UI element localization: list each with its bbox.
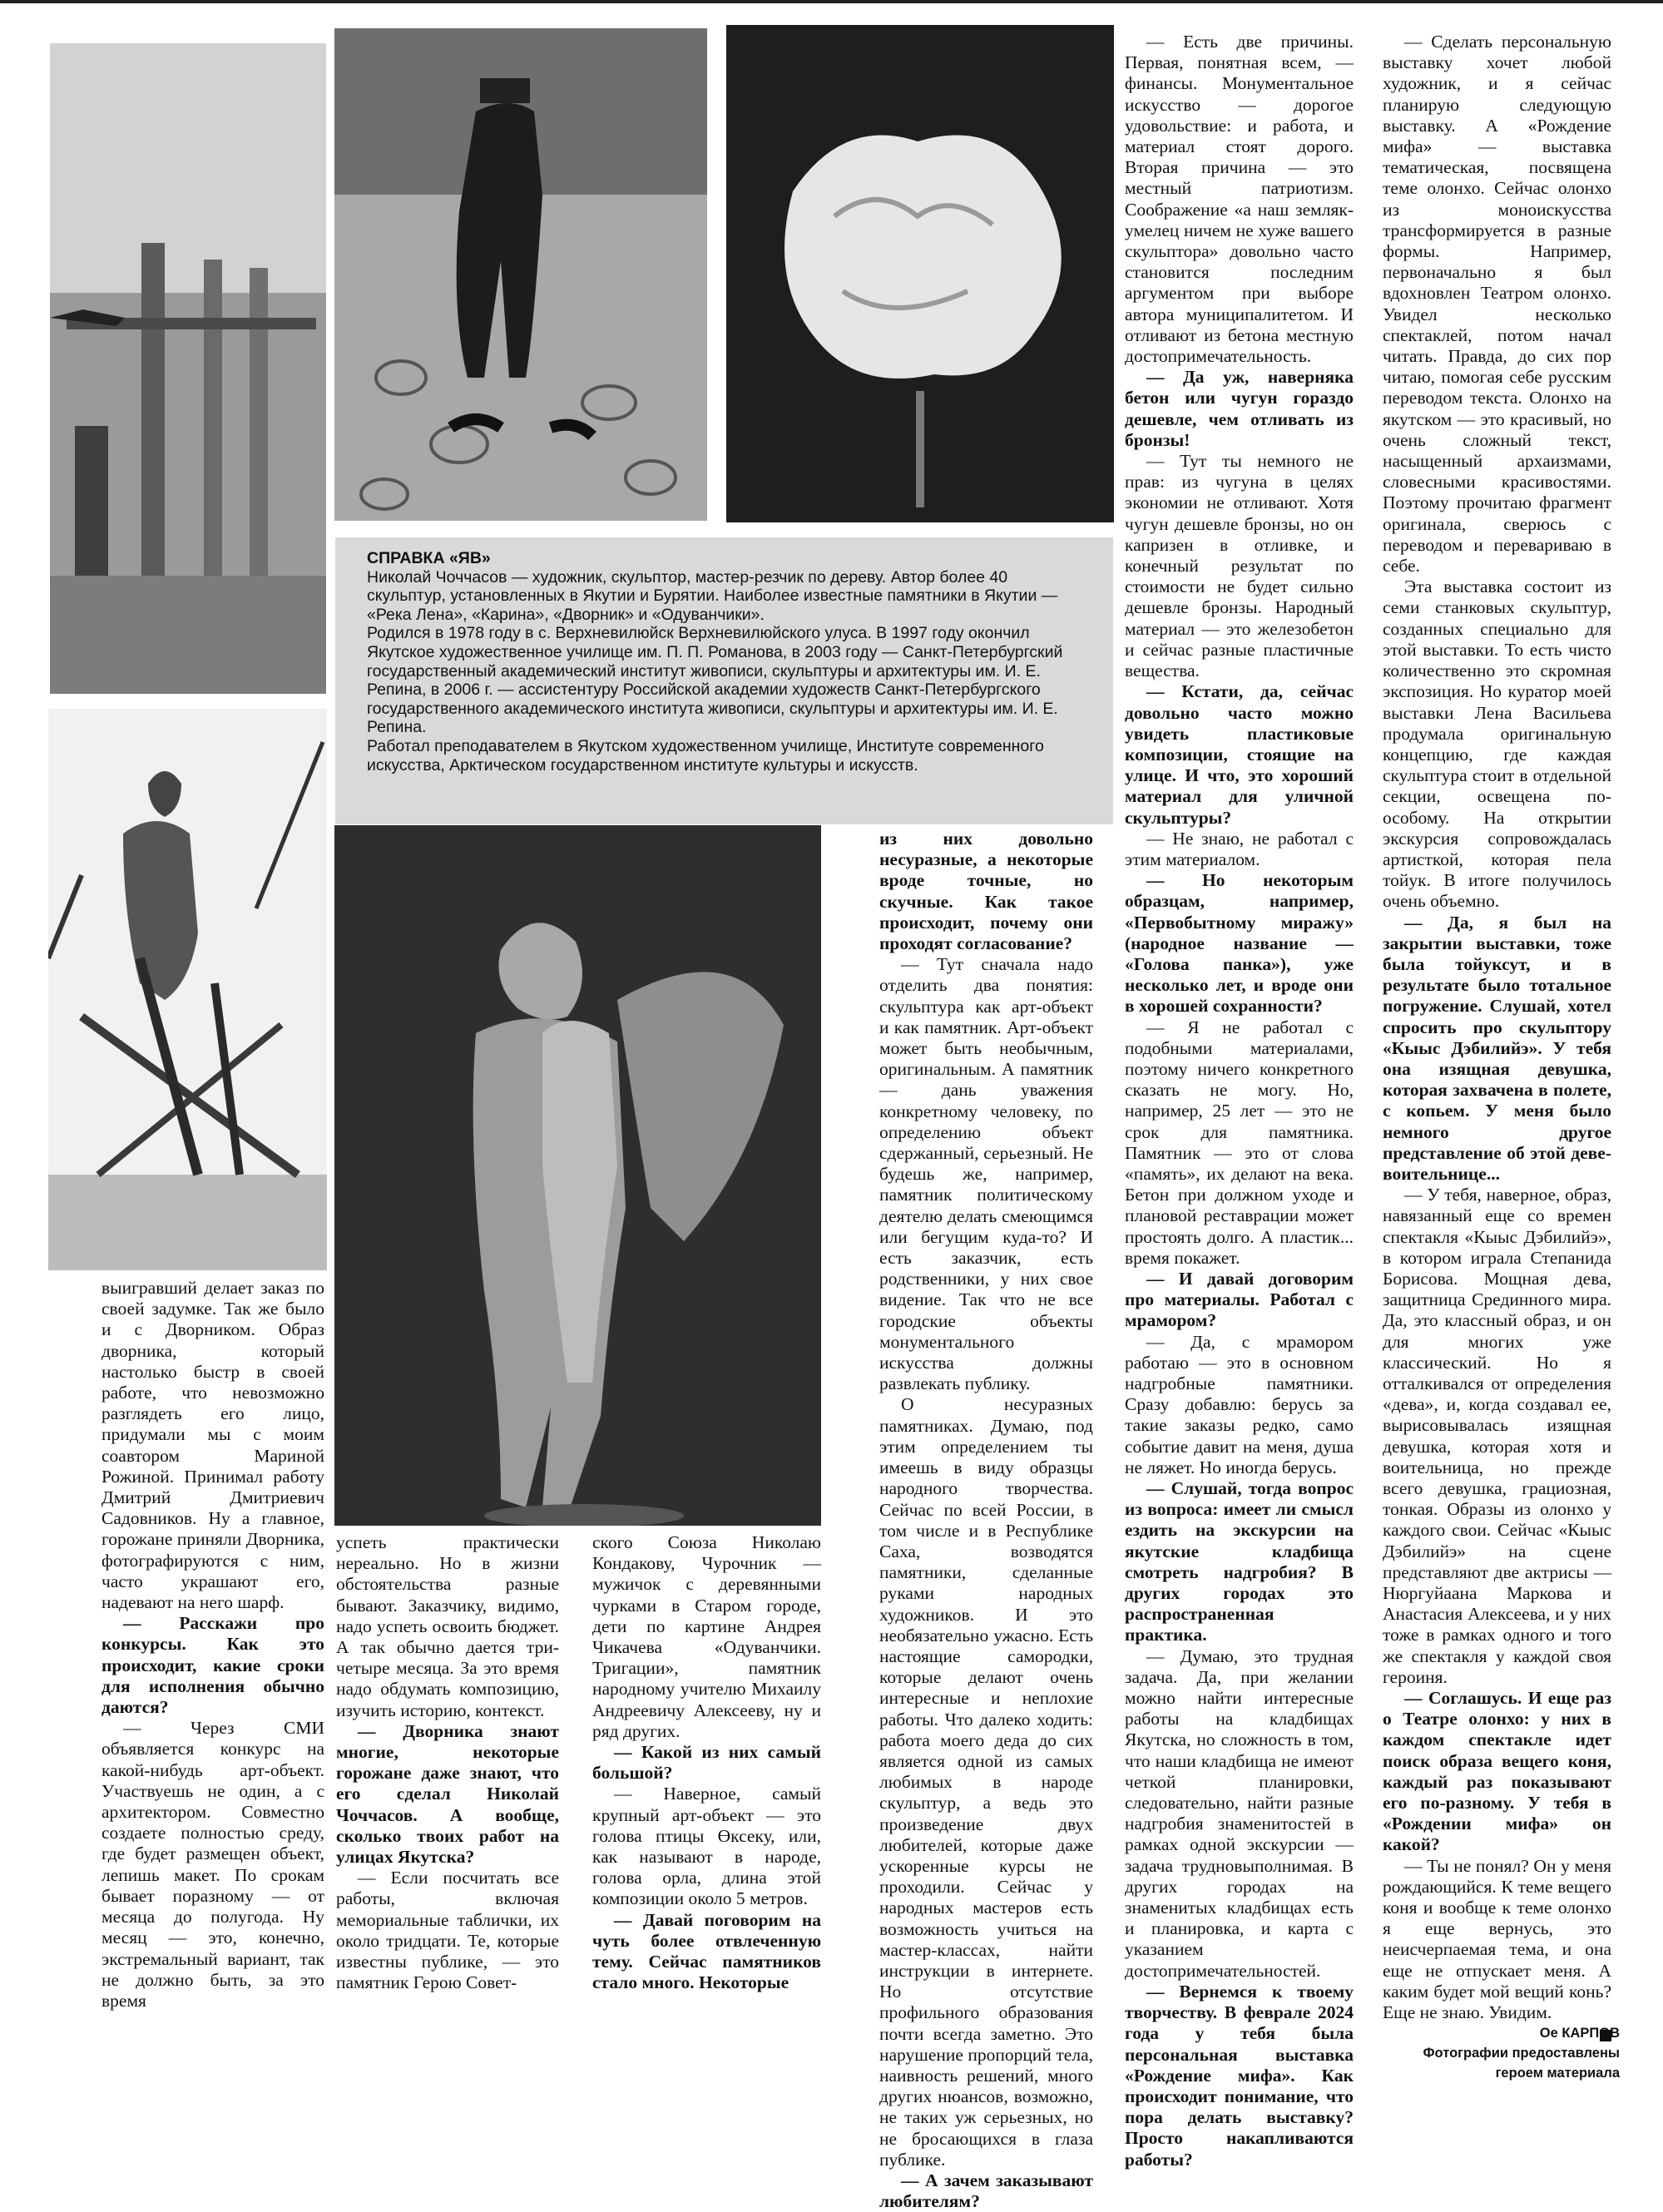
article-paragraph: — Сделать персональную выставку хочет любой художник, и я сейчас планирую следующую выставку. А «Рождение мифа» — выставка тематическая, посвящена теме олонхо. Сейчас олонхо из моноискусства трансформируется в разные формы. Например, первоначально я был вдохновлен Театром олонхо. Увидел несколько спектаклей, потом начал читать. Правда, до сих пор читаю, помогая себе русским переводом текста. Олонхо на якутском — это красивый, но очень сложный текст, насыщенный архаизмами, словесными красивостями. Поэтому прочитаю фрагмент оригинала, сверюсь с переводом и перевариваю в себе. [1383, 32, 1611, 577]
top-rule [0, 0, 1663, 3]
article-paragraph: — Через СМИ объявляется конкурс на какой-нибудь арт-объект. Участвуешь не один, а с архитектором. Совместно создаете полностью среду, где будет размещен объект, лепишь макет. По срокам бывает поразному — от месяца до полугода. Ну месяц — это, конечно, экстремальный вариант, так не должно быть, за это время [101, 1718, 324, 2011]
info-box-title: СПРАВКА «ЯВ» [367, 549, 491, 567]
interview-question: — Слушай, тогда вопрос из вопроса: имеет ли смысл ездить на экскурсии на якутские кладбища смотреть надгробия? В других городах это распространенная практика. [1125, 1478, 1354, 1645]
article-paragraph: — Да, с мрамором работаю — это в основном надгробные памятники. Сразу добавлю: берусь за такие заказы редко, само событие давит на меня, душа не ляжет. Но иногда берусь. [1125, 1331, 1354, 1477]
article-paragraph: выигравший делает заказ по своей задумке. Так же было и с Дворником. Образ дворника, который настолько быстр в своей работе, что невозможно разглядеть его лицо, придумали мы с моим соавтором Мариной Рожиной. Принимал работу Дмитрий Дмитриевич Садовников. Ну а главное, горожане приняли Дворника, фотографируются с ним, часто украшают его, надевают на него шарф. [101, 1278, 324, 1613]
byline [1423, 2023, 1620, 2083]
article-paragraph: успеть практически нереально. Но в жизни обстоятельства разные бывают. Заказчику, видимо, надо успеть освоить бюджет. А так обычно дается три-четыре месяца. За это время надо обдумать композицию, изучить историю, контекст. [336, 1532, 559, 1720]
interview-question: — А зачем заказывают любителям? [879, 2170, 1093, 2212]
article-column-2 [336, 1532, 559, 1993]
article-paragraph: — Тут ты немного не прав: из чугуна в целях экономии не отливают. Хотя чугун дешевле бронзы, но он капризен в отливке, и конечный результат по стоимости не будет сильно дешевле бронзы. Народный материал — это железобетон и сейчас разные пластичные вещества. [1125, 451, 1354, 681]
photo-installation [50, 43, 326, 694]
info-box-education: Родился в 1978 году в с. Верхневилюйск Верхневилюйского улуса. В 1997 году окончил Якутское художественное училище им. П. П. Романова, в 2003 году — Санкт-Петербургский государственный академический институт живописи, скульптуры и архитектуры им. И. Е. Репина, в 2006 г. — ассистентуру Российской академии художеств Санкт-Петербургского государственного академического института живописи, скульптуры и архитектуры им. И. Е. Репина. [367, 624, 1063, 737]
photo-dvornik-statue [334, 28, 707, 521]
article-paragraph: — Наверное, самый крупный арт-объект — это голова птицы Өксеку, или, как называют в народе, голова орла, длина этой композиции около 5 метров. [592, 1784, 821, 1909]
article-paragraph: — Если посчитать все работы, включая мемориальные таблички, их около тридцати. Те, которые известны публике, — это памятник Герою Совет- [336, 1868, 559, 1993]
article-paragraph: Эта выставка состоит из семи станковых скульптур, созданных специально для этой выставки. То есть чисто количественно это скромная экспозиция. Но куратор моей выставки Лена Васильева продумала оригинальную концепцию, где каждая скульптура стоит в отдельной секции, освещена по-особому. На открытии экскурсия сопровождалась артисткой, которая пела тойук. В итоге получилось очень объемно. [1383, 577, 1611, 912]
article-paragraph: О несуразных памятниках. Думаю, под этим определением ты имеешь в виду образцы народного творчества. Сейчас по всей России, в том числе и в Республике Саха, возводятся памятники, сделанные руками народных художников. И это необязательно ужасно. Есть настоящие самородки, которые делают очень интересные и неплохие работы. Что далеко ходить: работа моего деда до сих является одной из самых любимых в народе скульптур, а ведь это произведение двух любителей, которые даже ускоренные курсы не проходили. Сейчас у народных мастеров есть возможность учиться на мастер-классах, найти инструкции в интернете. Но отсутствие профильного образования почти всегда заметно. Это нарушение пропорций тела, наивность решений, много других нюансов, возможно, не таких уж серьезных, но не бросающихся в глаза публике. [879, 1394, 1093, 2170]
article-paragraph: — Тут сначала надо отделить два понятия: скульптура как арт-объект и как памятник. Арт-объект может быть необычным, оригинальным. А памятник — дань уважения конкретному человеку, по определению объект сдержанный, серьезный. Не будешь же, например, памятник политическому деятелю делать смеющимся или бегущим куда-то? И есть заказчик, есть родственники, у них свое видение. Так что не все городские объекты монументального искусства должны развлекать публику. [879, 954, 1093, 1394]
article-paragraph: — Ты не понял? Он у меня рождающийся. К теме вещего коня и вообще к теме олонхо я еще вернусь, это неисчерпаемая тема, и она еще не отпускает меня. А каким будет мой вещий конь? Еще не знаю. Увидим. [1383, 1855, 1611, 2023]
article-column-4 [879, 829, 1093, 2212]
photo-credit-line-2: героем материала [1495, 2066, 1620, 2081]
article-paragraph: ского Союза Николаю Кондакову, Чурочник — мужичок с деревянными чурками в Старом городе, дети по картине Андрея Чикачева «Одуванчики. Тригации», памятник народному учителю Михаилу Андреевичу Алексееву, ну и ряд других. [592, 1532, 821, 1741]
interview-question: — Какой из них самый большой? [592, 1742, 821, 1784]
interview-question: — Вернемся к твоему творчеству. В феврале 2024 года у тебя была персональная выставка «Рождение мифа». Как происходит понимание, что пора делать выставку? Просто накапливаются работы? [1125, 1981, 1354, 2170]
interview-question: — Да уж, наверняка бетон или чугун гораздо дешевле, чем отливать из бронзы! [1125, 367, 1354, 450]
interview-question: — Расскажи про конкурсы. Как это происходит, какие сроки для исполнения обычно даются? [101, 1613, 324, 1718]
interview-question: — Давай поговорим на чуть более отвлеченную тему. Сейчас памятников стало много. Некоторые [592, 1909, 821, 1993]
interview-question: из них довольно несуразные, а некоторые вроде точные, но скучные. Как такое происходит, почему они проходят согласование? [879, 829, 1093, 954]
article-column-6 [1383, 32, 1611, 2046]
interview-question: — Но некоторым образцам, например, «Первобытному миражу» (народное название — «Голова панка»), уже несколько лет, и вроде они в хорошей сохранности? [1125, 870, 1354, 1017]
article-paragraph: — У тебя, наверное, образ, навязанный еще со времен спектакля «Кыыс Дэбилийэ», в котором играла Степанида Борисова. Мощная дева, защитница Срединного мира. Да, это классный образ, и он для многих уже классический. Но я отталкивался от определения «дева», и, когда создавал ее, вырисовывалась изящная девушка, которая хотя и воительница, но прежде всего девушка, грациозная, тонкая. Образы из олонхо у каждого свои. Сейчас «Кыыс Дэбилийэ» на сцене представляют две актрисы — Нюргуйаана Маркова и Анастасия Алексеева, и у них тоже в рамках одного и того же спектакля у каждой своя героиня. [1383, 1185, 1611, 1687]
info-box-work: Работал преподавателем в Якутском художественном училище, Институте современного искусства, Арктическом государственном институте культуры и искусств. [367, 736, 1044, 774]
article-paragraph: — Не знаю, не работал с этим материалом. [1125, 828, 1354, 869]
photo-white-sculpture [726, 25, 1114, 522]
photo-angel-couple [334, 825, 821, 1526]
article-paragraph: — Думаю, это трудная задача. Да, при желании можно найти интересные работы на кладбищах Якутска, но сложность в том, что наши кладбища не имеют четкой планировки, следовательно, найти разные надгробия знаменитостей в рамках одной экскурсии — задача трудновыполнимая. В других городах на знаменитых кладбищах есть и планировка, и карта с указанием достопримечательностей. [1125, 1645, 1354, 1981]
interview-question: — Соглашусь. И еще раз о Театре олонхо: у них в каждом спектакле идет поиск образа вещего коня, каждый раз показывают его по-разному. У тебя в «Рождении мифа» он какой? [1383, 1688, 1611, 1855]
article-column-5 [1125, 32, 1354, 2170]
interview-question: — И давай договорим про материалы. Работал с мрамором? [1125, 1268, 1354, 1331]
interview-question: — Кстати, да, сейчас довольно часто можно увидеть пластиковые композиции, стоящие на улице. И что, это хороший материал для уличной скульптуры? [1125, 681, 1354, 828]
article-column-1 [101, 1278, 324, 2012]
article-column-3 [592, 1532, 821, 1993]
interview-question: — Да, я был на закрытии выставки, тоже была тойуксут, и в результате было тотальное погружение. Слушай, хотел спросить про скульптору «Кыыс Дэбилийэ». У тебя она изящная девушка, которая захвачена в полете, с копьем. У меня было немного другое представление об этой девe-воительнице... [1383, 912, 1611, 1184]
photo-credit-line-1: Фотографии предоставлены [1423, 2046, 1620, 2061]
photo-kyys-debiliye [48, 709, 327, 1270]
article-paragraph: — Есть две причины. Первая, понятная всем, — финансы. Монументальное искусство — дорогое удовольствие: и работа, и материал стоят дорого. Вторая причина — это местный патриотизм. Соображение «а наш земляк-умелец ничем не хуже вашего скульптора» довольно часто становится последним аргументом при выборе автора муниципалитетом. И отливают из бетона местную достопримечательность. [1125, 32, 1354, 367]
interview-question: — Дворника знают многие, некоторые горожане даже знают, что его сделал Николай Чоччасов. А вообще, сколько твоих работ на улицах Якутска? [336, 1720, 559, 1868]
info-box [335, 537, 1113, 824]
author-name: Ое КАРПОВ [1539, 2026, 1620, 2041]
info-box-bio: Николай Чоччасов — художник, скульптор, мастер-резчик по дереву. Автор более 40 скульптур, установленных в Якутии и Бурятии. Наиболее известные памятники в Якутии — «Река Лена», «Карина», «Дворник» и «Одуванчики». [367, 567, 1058, 624]
article-paragraph: — Я не работал с подобными материалами, поэтому ничего конкретного сказать не могу. Но, например, 25 лет — это не срок для памятника. Памятник — это от слова «память», их делают на века. Бетон при должном уходе и плановой реставрации может простоять долго. А пластик... время покажет. [1125, 1017, 1354, 1268]
